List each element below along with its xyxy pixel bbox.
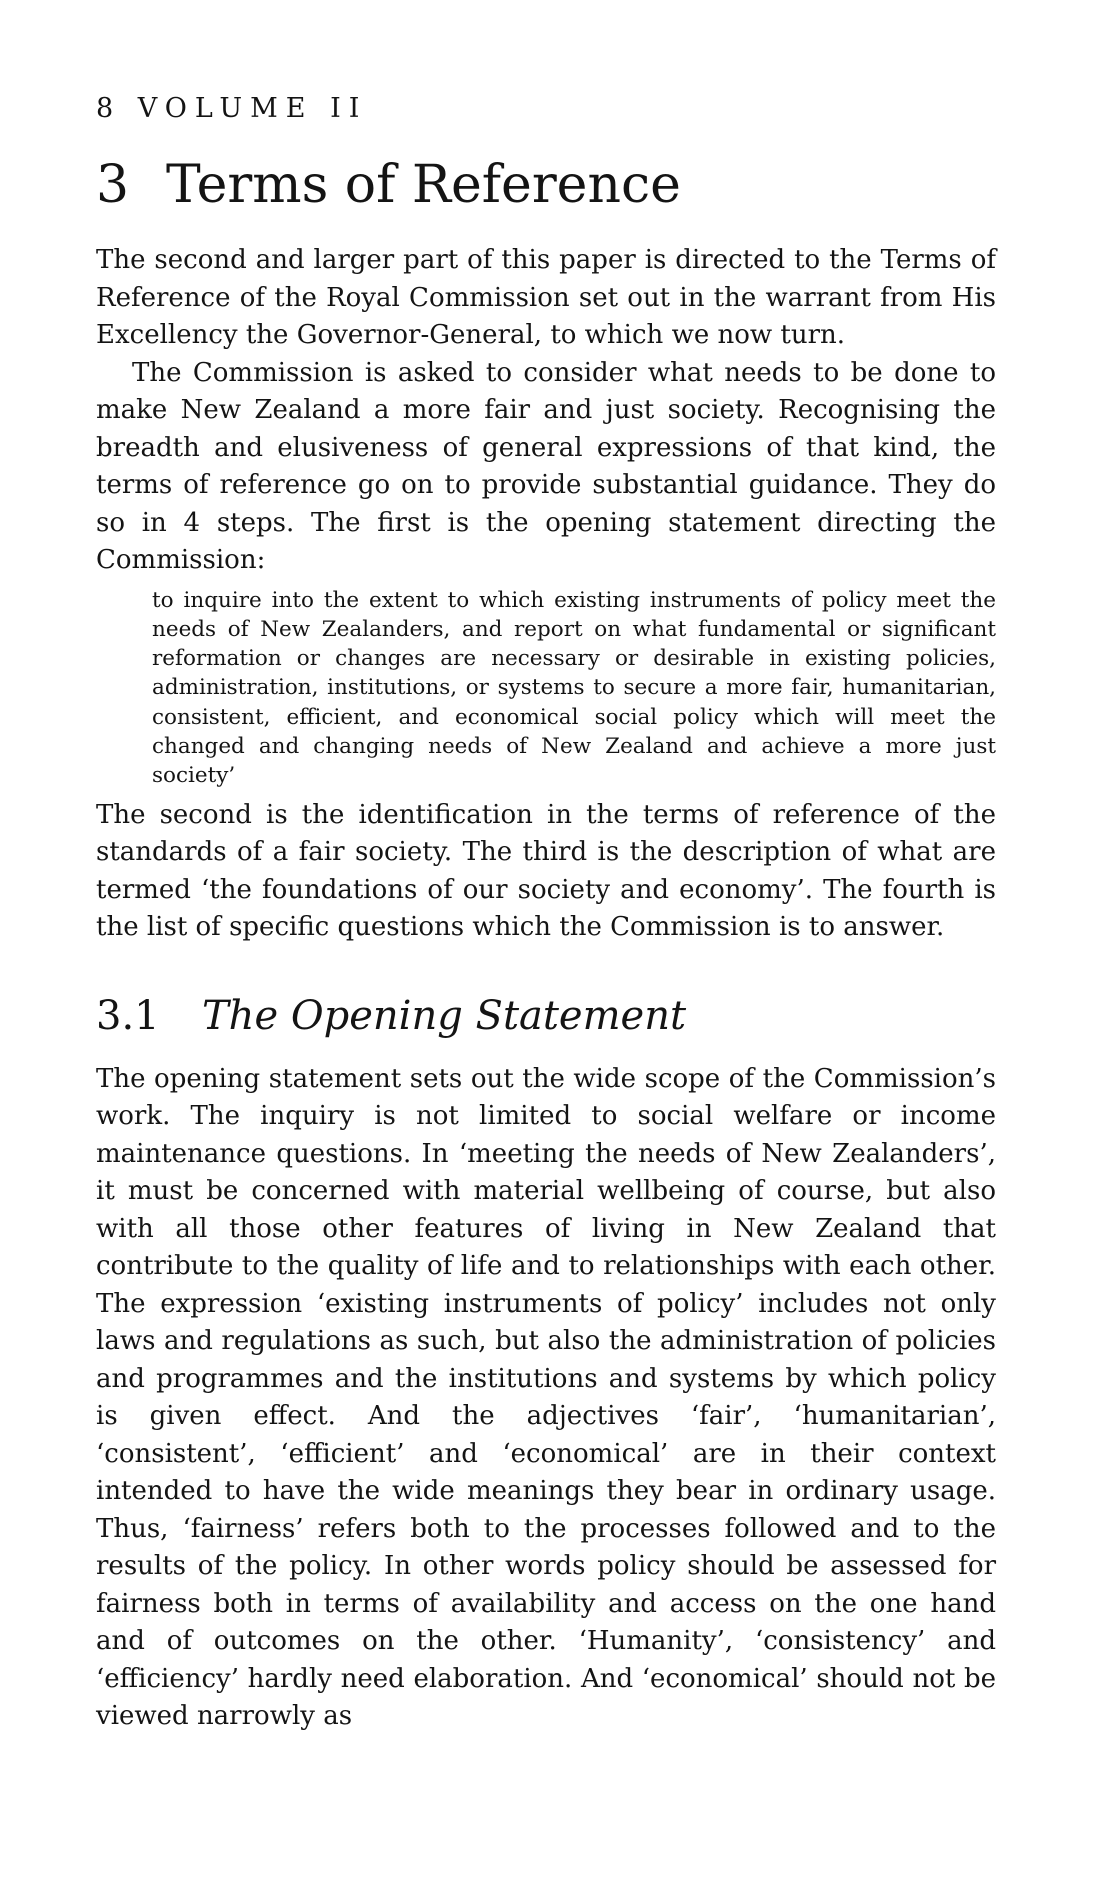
section-heading — [96, 991, 996, 1041]
paragraph-after-quote: The second is the identification in the terms of reference of the standards of a fair society. The third is the description of what are termed ‘the foundations of our society and economy’. The fourth is the list of specific questions which the Commission is to answer. — [96, 799, 996, 943]
chapter-number: 3 — [96, 155, 130, 215]
section-number: 3.1 — [96, 992, 160, 1039]
document-page — [96, 92, 996, 1736]
running-head: 8 VOLUME II — [96, 93, 368, 124]
section-title-text: The Opening Statement — [202, 992, 687, 1039]
chapter-title — [96, 154, 996, 216]
chapter-title-text: Terms of Reference — [166, 155, 681, 215]
block-quote: to inquire into the extent to which existing instruments of policy meet the needs of New Zealanders, and report on what fundamental or significant reformation or changes are necessary or desirable in existing policies, administration, institutions, or systems to secure a more fair, humanitarian, consistent, efficient, and economical social policy which will meet the changed and changing needs of New Zealand and achieve a more just society’ — [152, 587, 996, 789]
paragraph-opening-statement: The opening statement sets out the wide scope of the Commission’s work. The inquiry is not limited to social welfare or income maintenance questions. In ‘meeting the needs of New Zealanders’, it must be concerned with material wellbeing of course, but also with all those other features of living in New Zealand that contribute to the quality of life and to relationships with each other. The expression ‘existing instruments of policy’ includes not only laws and regulations as such, but also the administration of policies and programmes and the institutions and systems by which policy is given effect. And the adjectives ‘fair’, ‘humanitarian’, ‘consistent’, ‘efficient’ and ‘economical’ are in their context intended to have the wide meanings they bear in ordinary usage. Thus, ‘fairness’ refers both to the processes followed and to the results of the policy. In other words policy should be assessed for fairness both in terms of availability and access on the one hand and of outcomes on the other. ‘Humanity’, ‘consistency’ and ‘efficiency’ hardly need elaboration. And ‘economical’ should not be viewed narrowly as — [96, 1063, 996, 1732]
paragraph-intro: The second and larger part of this paper is directed to the Terms of Reference of the Royal Commission set out in the warrant from His Excellency the Governor-General, to which we now turn. — [96, 245, 996, 350]
paragraph-commission: The Commission is asked to consider what needs to be done to make New Zealand a more fair and just society. Recognising the breadth and elusiveness of general expressions of that kind, the terms of reference go on to provide substantial guidance. They do so in 4 steps. The first is the opening statement directing the Commission: — [96, 357, 996, 575]
